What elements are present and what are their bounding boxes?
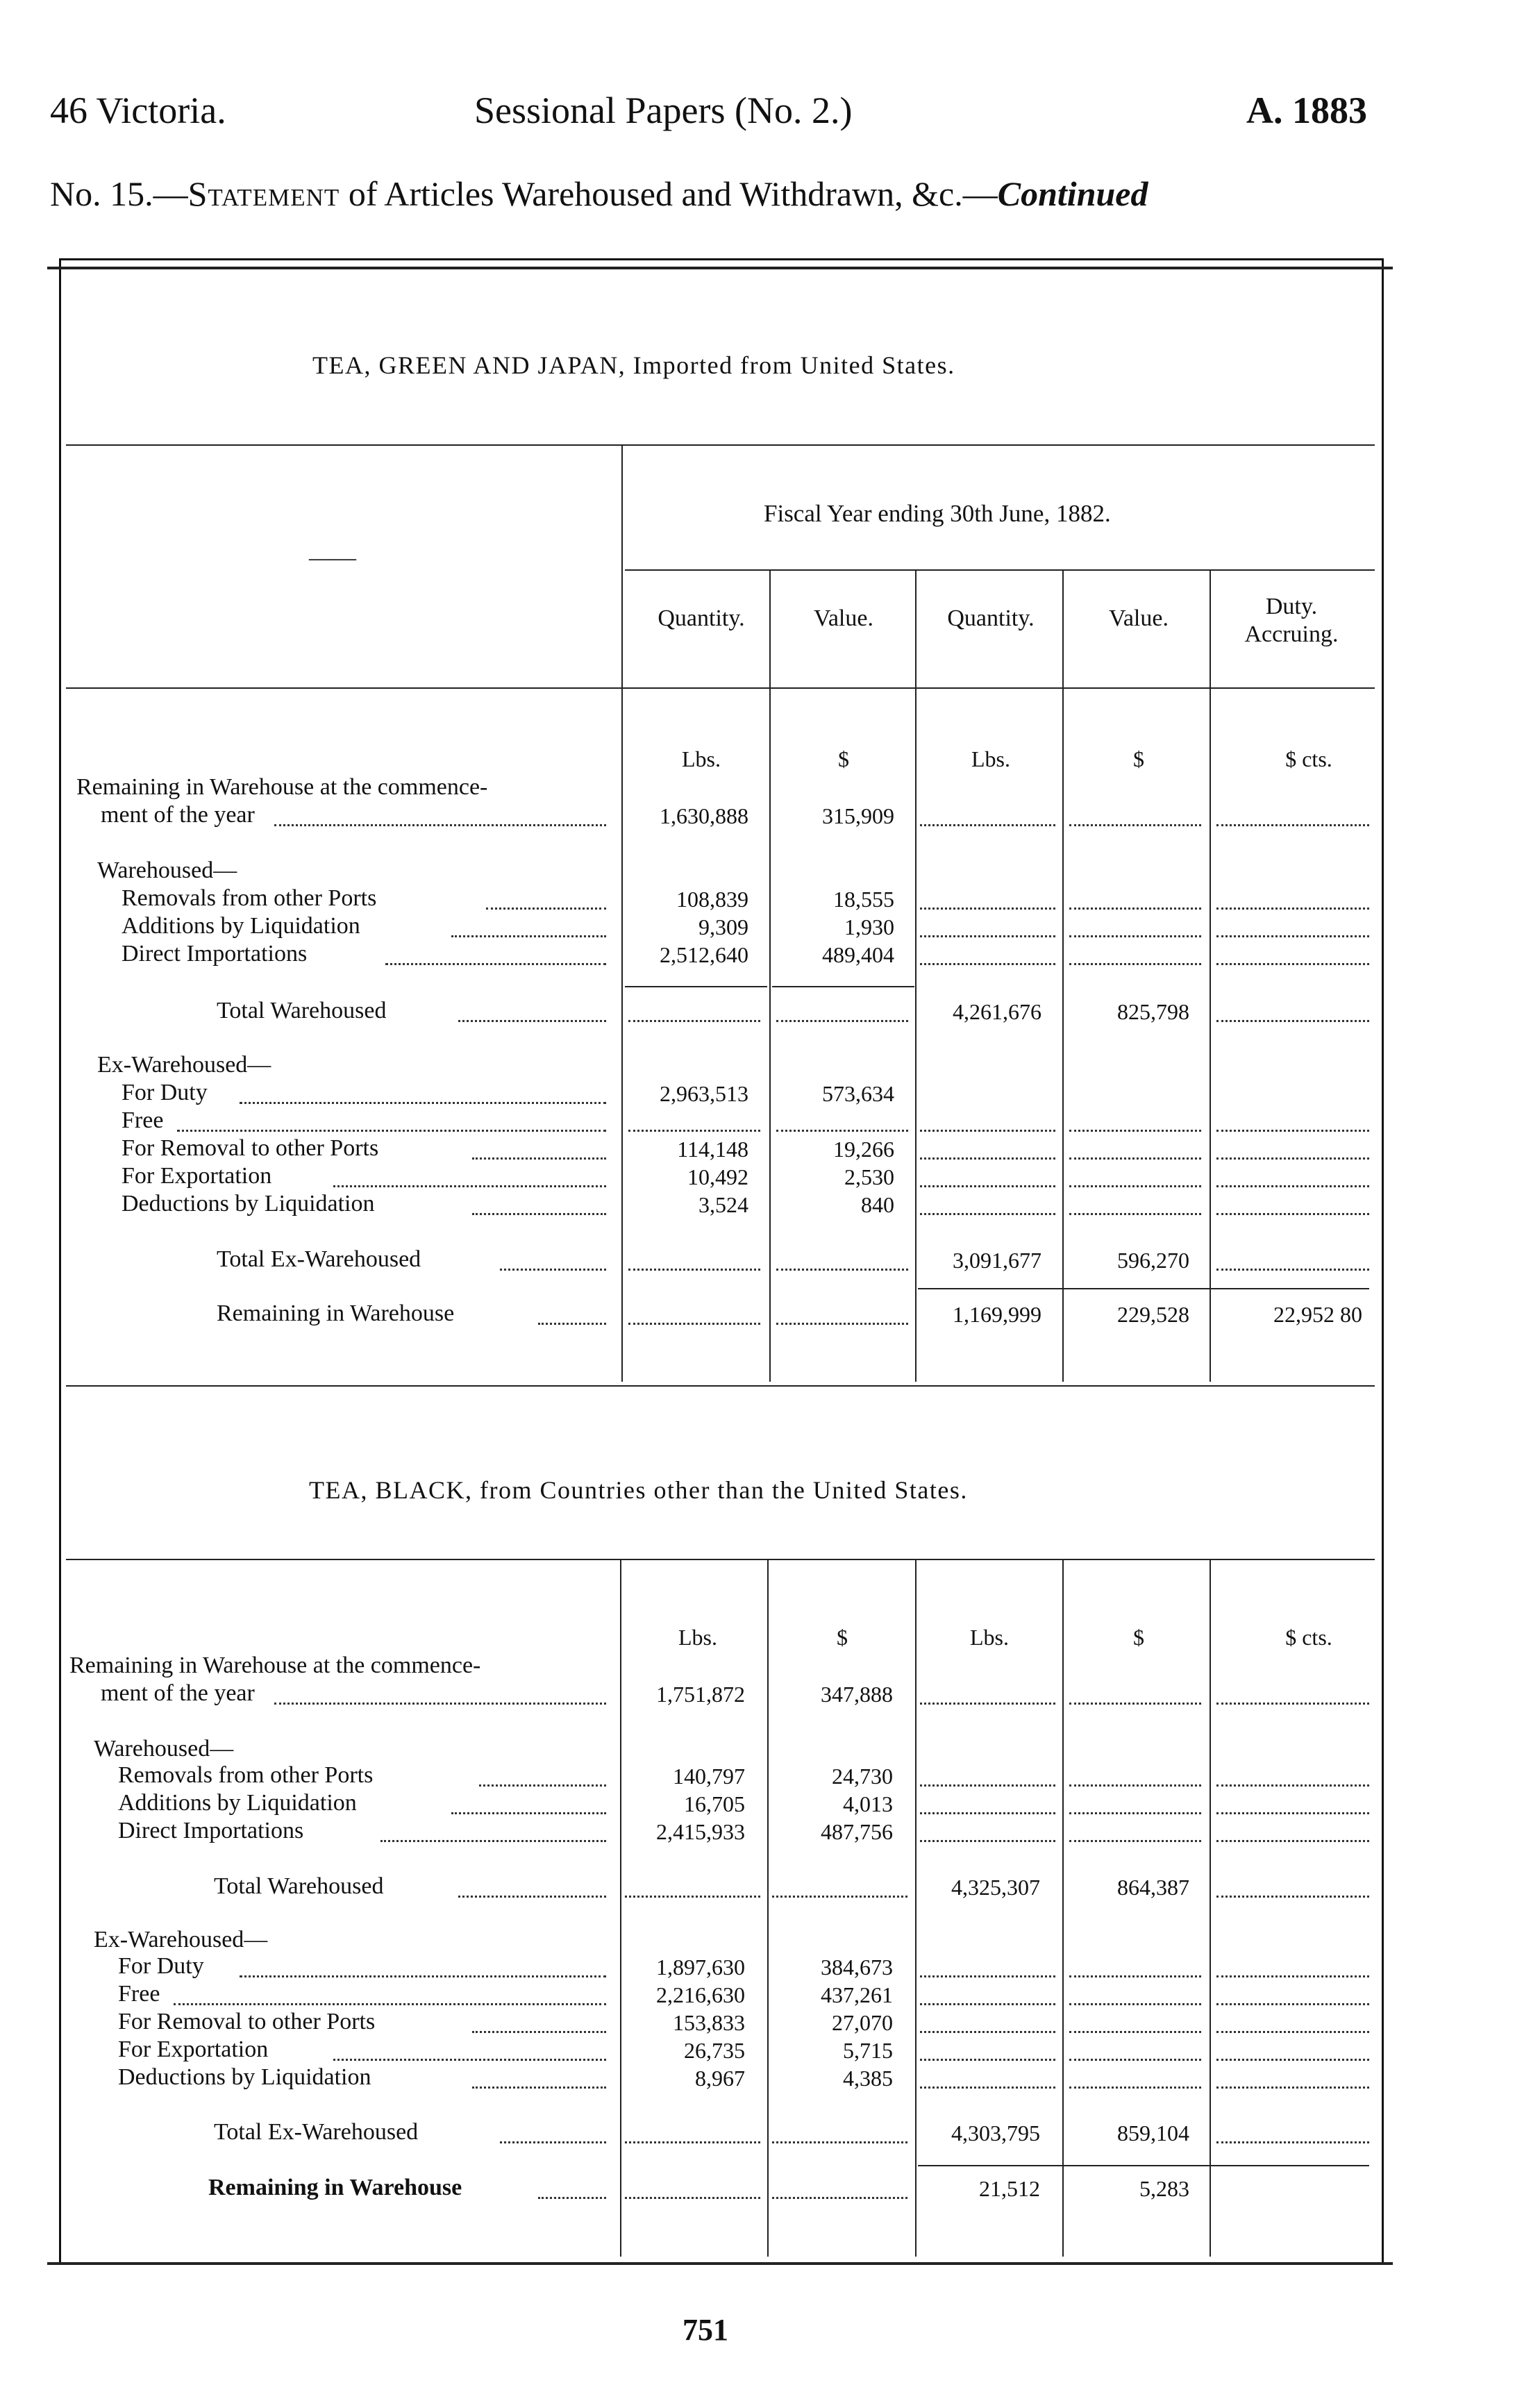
warehoused-qty: 140,797 bbox=[673, 1764, 745, 1789]
remaining-end-qty: 1,169,999 bbox=[953, 1302, 1041, 1327]
total-ex-qty: 3,091,677 bbox=[953, 1248, 1041, 1273]
unit-dollar: $ bbox=[837, 1625, 848, 1650]
leader-dots bbox=[1069, 1975, 1201, 1977]
unit-dollar-cts: $ cts. bbox=[1285, 746, 1332, 771]
leader-dots bbox=[240, 1102, 606, 1104]
rule bbox=[66, 1559, 1375, 1560]
leader-dots bbox=[920, 1784, 1055, 1787]
leader-dots bbox=[1216, 2003, 1369, 2005]
ex-item: For Exportation bbox=[122, 1163, 272, 1189]
remaining-val: 347,888 bbox=[821, 1682, 893, 1707]
total-warehoused-val: 825,798 bbox=[1117, 999, 1189, 1024]
leader-dots bbox=[920, 963, 1055, 965]
warehoused-val: 4,013 bbox=[843, 1791, 893, 1816]
leader-dots bbox=[274, 824, 606, 826]
warehoused-item: Removals from other Ports bbox=[118, 1762, 374, 1788]
total-ex-label: Total Ex-Warehoused bbox=[214, 2119, 419, 2145]
rule bbox=[625, 569, 1375, 571]
col-rule bbox=[769, 569, 771, 1382]
ex-item: For Duty bbox=[118, 1953, 204, 1979]
leader-dots bbox=[472, 2031, 606, 2033]
leader-dots bbox=[486, 908, 606, 910]
statement-subtitle bbox=[50, 174, 1148, 214]
page-number: 751 bbox=[683, 2313, 728, 2347]
col-rule bbox=[767, 1559, 769, 2257]
total-ex-val: 596,270 bbox=[1117, 1248, 1189, 1273]
leader-dots bbox=[538, 1323, 606, 1325]
ex-val: 2,530 bbox=[844, 1164, 894, 1189]
warehoused-val: 489,404 bbox=[822, 942, 894, 967]
frame-bottom-rule bbox=[47, 2262, 1393, 2265]
warehoused-val: 1,930 bbox=[844, 914, 894, 939]
leader-dots bbox=[628, 1323, 760, 1325]
ex-item: Deductions by Liquidation bbox=[122, 1191, 375, 1216]
unit-lbs: Lbs. bbox=[971, 746, 1010, 771]
leader-dots bbox=[174, 2003, 606, 2005]
header-left: 46 Victoria. bbox=[50, 90, 226, 131]
warehoused-item: Additions by Liquidation bbox=[118, 1790, 357, 1816]
leader-dots bbox=[1216, 2031, 1369, 2033]
leader-dots bbox=[1216, 1784, 1369, 1787]
rule bbox=[918, 1288, 1369, 1289]
ex-item: Deductions by Liquidation bbox=[118, 2064, 371, 2090]
statement-rest: of Articles Warehoused and Withdrawn, &c.— bbox=[340, 174, 998, 213]
ex-val: 573,634 bbox=[822, 1081, 894, 1106]
leader-dots bbox=[538, 2197, 606, 2199]
total-warehoused-qty: 4,261,676 bbox=[953, 999, 1041, 1024]
rule bbox=[66, 687, 1375, 689]
ex-val: 437,261 bbox=[821, 1982, 893, 2007]
leader-dots bbox=[1216, 2059, 1369, 2061]
ex-qty: 3,524 bbox=[698, 1192, 748, 1217]
ex-item: For Duty bbox=[122, 1080, 208, 1105]
total-warehoused-val: 864,387 bbox=[1117, 1875, 1189, 1900]
col-quantity-2: Quantity. bbox=[947, 605, 1035, 631]
col-rule bbox=[1210, 1559, 1211, 2257]
leader-dots bbox=[920, 1703, 1055, 1705]
leader-dots bbox=[1069, 2031, 1201, 2033]
leader-dots bbox=[333, 2059, 606, 2061]
unit-dollar: $ bbox=[838, 746, 849, 771]
leader-dots bbox=[920, 2059, 1055, 2061]
remaining-label-cont: ment of the year bbox=[101, 802, 255, 828]
remaining-label: Remaining in Warehouse at the commence- bbox=[69, 1653, 481, 1678]
leader-dots bbox=[1216, 935, 1369, 937]
remaining-end-val: 5,283 bbox=[1139, 2176, 1189, 2201]
unit-dollar: $ bbox=[1133, 1625, 1144, 1650]
leader-dots bbox=[1069, 824, 1201, 826]
total-warehoused-label: Total Warehoused bbox=[214, 1873, 384, 1899]
leader-dots bbox=[920, 1130, 1055, 1132]
leader-dots bbox=[274, 1703, 606, 1705]
ex-val: 384,673 bbox=[821, 1955, 893, 1980]
leader-dots bbox=[920, 1213, 1055, 1215]
leader-dots bbox=[776, 1323, 908, 1325]
leader-dots bbox=[1216, 824, 1369, 826]
leader-dots bbox=[1216, 1269, 1369, 1271]
col-rule bbox=[915, 569, 917, 1382]
col-rule bbox=[1210, 569, 1211, 1382]
warehoused-val: 487,756 bbox=[821, 1819, 893, 1844]
leader-dots bbox=[920, 2003, 1055, 2005]
leader-dots bbox=[1069, 2003, 1201, 2005]
leader-dots bbox=[500, 1269, 606, 1271]
ex-item: Free bbox=[118, 1981, 160, 2007]
ex-warehoused-heading: Ex-Warehoused— bbox=[94, 1927, 268, 1952]
leader-dots bbox=[625, 2141, 760, 2143]
statement-continued: Continued bbox=[997, 174, 1148, 213]
warehoused-heading: Warehoused— bbox=[94, 1736, 234, 1762]
ex-qty: 2,216,630 bbox=[656, 1982, 745, 2007]
section-1-title: TEA, GREEN AND JAPAN, Imported from United States. bbox=[312, 351, 955, 379]
statement-word: Statement bbox=[187, 174, 340, 213]
remaining-end-label: Remaining in Warehouse bbox=[217, 1300, 455, 1326]
unit-lbs: Lbs. bbox=[678, 1625, 717, 1650]
frame-top-rule bbox=[47, 267, 1393, 269]
leader-dots bbox=[1069, 2059, 1201, 2061]
fiscal-year-heading: Fiscal Year ending 30th June, 1882. bbox=[764, 500, 1111, 527]
warehoused-item: Additions by Liquidation bbox=[122, 913, 360, 939]
warehoused-item: Direct Importations bbox=[122, 941, 308, 967]
ex-qty: 2,963,513 bbox=[660, 1081, 748, 1106]
remaining-end-val: 229,528 bbox=[1117, 1302, 1189, 1327]
ex-val: 5,715 bbox=[843, 2038, 893, 2063]
warehoused-item: Direct Importations bbox=[118, 1818, 304, 1843]
leader-dots bbox=[1069, 1703, 1201, 1705]
leader-dots bbox=[776, 1130, 908, 1132]
header-right: A. 1883 bbox=[1246, 90, 1367, 131]
warehoused-heading: Warehoused— bbox=[97, 858, 237, 883]
leader-dots bbox=[628, 1020, 760, 1022]
remaining-qty: 1,751,872 bbox=[656, 1682, 745, 1707]
ex-val: 4,385 bbox=[843, 2066, 893, 2091]
leader-dots bbox=[920, 1185, 1055, 1187]
warehoused-qty: 16,705 bbox=[684, 1791, 745, 1816]
leader-dots bbox=[1216, 1157, 1369, 1160]
col-rule bbox=[1062, 569, 1064, 1382]
leader-dots bbox=[920, 1812, 1055, 1814]
col-accruing: Accruing. bbox=[1244, 621, 1339, 647]
leader-dots bbox=[772, 2141, 907, 2143]
leader-dots bbox=[1216, 1185, 1369, 1187]
remaining-val: 315,909 bbox=[822, 803, 894, 828]
leader-dots bbox=[380, 1840, 606, 1842]
col-value-2: Value. bbox=[1109, 605, 1169, 631]
col-duty: Duty. bbox=[1265, 594, 1318, 619]
remaining-qty: 1,630,888 bbox=[660, 803, 748, 828]
ex-qty: 114,148 bbox=[677, 1137, 748, 1162]
leader-dots bbox=[1216, 908, 1369, 910]
ex-val: 840 bbox=[861, 1192, 894, 1217]
leader-dots bbox=[1069, 1157, 1201, 1160]
leader-dots bbox=[1069, 1840, 1201, 1842]
warehoused-qty: 2,415,933 bbox=[656, 1819, 745, 1844]
leader-dots bbox=[1069, 935, 1201, 937]
remaining-label: Remaining in Warehouse at the commence- bbox=[76, 774, 488, 800]
remaining-end-qty: 21,512 bbox=[979, 2176, 1040, 2201]
total-warehoused-qty: 4,325,307 bbox=[951, 1875, 1040, 1900]
section-2-title: TEA, BLACK, from Countries other than the United States. bbox=[309, 1476, 968, 1504]
leader-dots bbox=[1069, 1130, 1201, 1132]
leader-dots bbox=[240, 1975, 606, 1977]
ex-qty: 8,967 bbox=[695, 2066, 745, 2091]
leader-dots bbox=[1216, 963, 1369, 965]
ex-qty: 1,897,630 bbox=[656, 1955, 745, 1980]
leader-dots bbox=[1069, 1185, 1201, 1187]
unit-lbs: Lbs. bbox=[970, 1625, 1009, 1650]
ex-val: 27,070 bbox=[832, 2010, 893, 2035]
leader-dots bbox=[1216, 1703, 1369, 1705]
warehoused-qty: 2,512,640 bbox=[660, 942, 748, 967]
leader-dots bbox=[625, 1896, 760, 1898]
leader-dots bbox=[625, 2197, 760, 2199]
leader-dots bbox=[177, 1130, 606, 1132]
leader-dots bbox=[1069, 1213, 1201, 1215]
total-ex-qty: 4,303,795 bbox=[951, 2121, 1040, 2146]
leader-dots bbox=[776, 1020, 908, 1022]
unit-lbs: Lbs. bbox=[682, 746, 721, 771]
total-ex-val: 859,104 bbox=[1117, 2121, 1189, 2146]
leader-dots bbox=[472, 2086, 606, 2089]
remaining-label-cont: ment of the year bbox=[101, 1680, 255, 1706]
leader-dots bbox=[920, 2031, 1055, 2033]
total-warehoused-label: Total Warehoused bbox=[217, 998, 387, 1023]
leader-dots bbox=[1216, 2086, 1369, 2089]
leader-dots bbox=[920, 1157, 1055, 1160]
leader-dots bbox=[1069, 963, 1201, 965]
ex-warehoused-heading: Ex-Warehoused— bbox=[97, 1052, 271, 1078]
col-rule bbox=[621, 444, 623, 1382]
leader-dots bbox=[772, 1896, 907, 1898]
ex-item: For Exportation bbox=[118, 2036, 269, 2062]
col-rule bbox=[915, 1559, 917, 2257]
remaining-end-duty: 22,952 80 bbox=[1273, 1302, 1362, 1327]
stub-dash: —— bbox=[309, 545, 356, 571]
leader-dots bbox=[920, 2086, 1055, 2089]
col-rule bbox=[1062, 1559, 1064, 2257]
leader-dots bbox=[1069, 1784, 1201, 1787]
ex-qty: 26,735 bbox=[684, 2038, 745, 2063]
rule bbox=[66, 1385, 1375, 1387]
leader-dots bbox=[451, 935, 606, 937]
leader-dots bbox=[333, 1185, 606, 1187]
leader-dots bbox=[1216, 1130, 1369, 1132]
leader-dots bbox=[385, 963, 606, 965]
leader-dots bbox=[1216, 1812, 1369, 1814]
leader-dots bbox=[628, 1130, 760, 1132]
leader-dots bbox=[1069, 908, 1201, 910]
leader-dots bbox=[1216, 2141, 1369, 2143]
warehoused-val: 18,555 bbox=[833, 887, 894, 912]
col-rule bbox=[620, 1559, 621, 2257]
col-value-1: Value. bbox=[814, 605, 873, 631]
leader-dots bbox=[1216, 1975, 1369, 1977]
leader-dots bbox=[1069, 2086, 1201, 2089]
leader-dots bbox=[628, 1269, 760, 1271]
leader-dots bbox=[920, 1975, 1055, 1977]
col-quantity-1: Quantity. bbox=[658, 605, 745, 631]
leader-dots bbox=[776, 1269, 908, 1271]
ex-item: For Removal to other Ports bbox=[122, 1135, 379, 1161]
leader-dots bbox=[472, 1213, 606, 1215]
ex-item: For Removal to other Ports bbox=[118, 2009, 376, 2034]
leader-dots bbox=[500, 2141, 606, 2143]
ex-qty: 153,833 bbox=[673, 2010, 745, 2035]
leader-dots bbox=[479, 1784, 606, 1787]
total-ex-label: Total Ex-Warehoused bbox=[217, 1246, 421, 1272]
rule bbox=[66, 444, 1375, 446]
warehoused-qty: 9,309 bbox=[698, 914, 748, 939]
header-center: Sessional Papers (No. 2.) bbox=[474, 90, 853, 131]
rule bbox=[772, 986, 914, 987]
leader-dots bbox=[920, 908, 1055, 910]
leader-dots bbox=[1216, 1896, 1369, 1898]
unit-dollar-cts: $ cts. bbox=[1285, 1625, 1332, 1650]
leader-dots bbox=[920, 935, 1055, 937]
leader-dots bbox=[772, 2197, 907, 2199]
rule bbox=[918, 2165, 1369, 2166]
ex-item: Free bbox=[122, 1107, 164, 1133]
leader-dots bbox=[1216, 1213, 1369, 1215]
ex-qty: 10,492 bbox=[687, 1164, 748, 1189]
rule bbox=[625, 986, 767, 987]
ex-val: 19,266 bbox=[833, 1137, 894, 1162]
leader-dots bbox=[458, 1020, 606, 1022]
unit-dollar: $ bbox=[1133, 746, 1144, 771]
leader-dots bbox=[472, 1157, 606, 1160]
leader-dots bbox=[458, 1896, 606, 1898]
leader-dots bbox=[920, 1840, 1055, 1842]
leader-dots bbox=[1069, 1812, 1201, 1814]
warehoused-val: 24,730 bbox=[832, 1764, 893, 1789]
leader-dots bbox=[451, 1812, 606, 1814]
leader-dots bbox=[1216, 1840, 1369, 1842]
leader-dots bbox=[1216, 1020, 1369, 1022]
warehoused-qty: 108,839 bbox=[676, 887, 748, 912]
warehoused-item: Removals from other Ports bbox=[122, 885, 377, 911]
statement-number: No. 15.— bbox=[50, 174, 188, 213]
leader-dots bbox=[920, 824, 1055, 826]
remaining-end-label: Remaining in Warehouse bbox=[208, 2175, 462, 2200]
